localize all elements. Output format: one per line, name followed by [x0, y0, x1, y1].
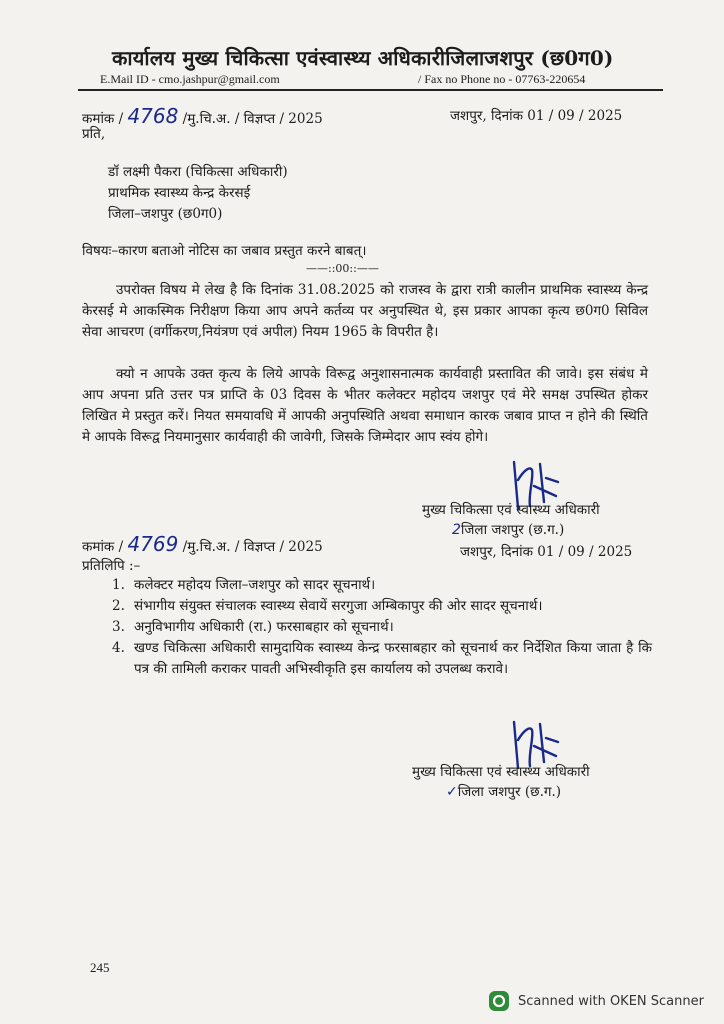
office-title: कार्यालय मुख्य चिकित्सा एवंस्वास्थ्य अधिकारीजिलाजशपुर (छ0ग0): [112, 46, 614, 70]
letter1-ref-number: 4768: [127, 104, 179, 128]
list-item: 4. खण्ड चिकित्सा अधिकारी सामुदायिक स्वास्थ्य केन्द्र फरसाबहार को सूचनार्थ कर निर्देशित किया जाता है कि पत्र की तामिली कराकर पावती अभिस्वीकृति इस कार्यालय को उपलब्ध करावे।: [112, 640, 652, 677]
letter2-ref: [82, 532, 323, 556]
subject-separator: ——::00::——: [306, 262, 379, 275]
office-fax: / Fax no Phone no - 07763-220654: [418, 72, 586, 86]
signature-2-title: मुख्य चिकित्सा एवं स्वास्थ्य अधिकारी: [412, 764, 590, 780]
signature-1-title: मुख्य चिकित्सा एवं स्वास्थ्य अधिकारी: [422, 502, 600, 518]
addressee-line-3: जिला–जशपुर (छ0ग0): [108, 206, 223, 222]
signature-1-district: 2जिला जशपुर (छ.ग.): [452, 522, 565, 538]
scanner-watermark: [488, 990, 704, 1012]
letter2-ref-prefix: कमांक /: [82, 539, 124, 555]
letter1-ref-prefix: कमांक /: [82, 111, 124, 127]
letter2-ref-number: 4769: [127, 532, 179, 556]
body-paragraph-2: क्यो न आपके उक्त कृत्य के लिये आपके विरूद्व अनुशासनात्मक कार्यवाही प्रस्तावित की जावे। इस संबंध मे आप अपना प्रति उत्तर पत्र प्राप्ति के 03 दिवस के भीतर कलेक्टर महोदय जशपुर एवं मेरे समक्ष उपस्थित होकर लिखित मे प्रस्तुत करें। नियत समयावधि में आपकी अनुपस्थिति अथवा समाधान कारक जबाव प्राप्त न होने की स्थिति मे आपके विरूद्व नियमानुसार कार्यवाही की जावेगी, जिसके जिम्मेदार आप स्वंय होगे।: [82, 366, 648, 445]
page-number: 245: [90, 960, 110, 975]
addressee-line-2: प्राथमिक स्वास्थ्य केन्द्र केरसई: [108, 185, 251, 201]
addressee-line-1: डॉ लक्ष्मी पैकरा (चिकित्सा अधिकारी): [108, 164, 288, 180]
letter-subject: विषयः–कारण बताओ नोटिस का जबाव प्रस्तुत करने बाबत्।: [82, 243, 367, 259]
list-item: 3. अनुविभागीय अधिकारी (रा.) फरसाबहार को सूचनार्थ।: [112, 619, 394, 635]
body-paragraph-1: उपरोक्त विषय मे लेख है कि दिनांक 31.08.2025 को राजस्व के द्वारा रात्री कालीन प्राथमिक स्वास्थ्य केन्द्र केरसई मे आकस्मिक निरीक्षण किया आप अपने कर्तव्य पर अनुपस्थित थे, इस प्रकार आपका कृत्य छ0ग0 सिविल सेवा आचरण (वर्गीकरण,नियंत्रण एवं अपील) नियम 1965 के विपरीत है।: [82, 282, 648, 340]
scanner-logo-icon: [488, 990, 510, 1012]
header-divider: [78, 89, 663, 91]
letter1-ref-suffix: /मु.चि.अ. / विज्ञप्त / 2025: [182, 111, 323, 127]
pratilipi-heading: प्रतिलिपि :–: [82, 558, 141, 574]
letter1-ref: [82, 104, 323, 128]
office-email: E.Mail ID - cmo.jashpur@gmail.com: [100, 72, 280, 86]
letter1-date: जशपुर, दिनांक 01 / 09 / 2025: [450, 108, 623, 124]
signature-2-district: ✓जिला जशपुर (छ.ग.): [446, 784, 562, 800]
letter2-date: जशपुर, दिनांक 01 / 09 / 2025: [460, 544, 633, 560]
letter2-ref-suffix: /मु.चि.अ. / विज्ञप्त / 2025: [182, 539, 323, 555]
letter1-prati: प्रति,: [82, 126, 106, 142]
scanner-label: Scanned with OKEN Scanner: [518, 993, 704, 1009]
list-item: 2. संभागीय संयुक्त संचालक स्वास्थ्य सेवायें सरगुजा अम्बिकापुर की ओर सादर सूचनार्थ।: [112, 598, 543, 614]
list-item: 1. कलेक्टर महोदय जिला–जशपुर को सादर सूचनार्थ।: [112, 577, 376, 593]
